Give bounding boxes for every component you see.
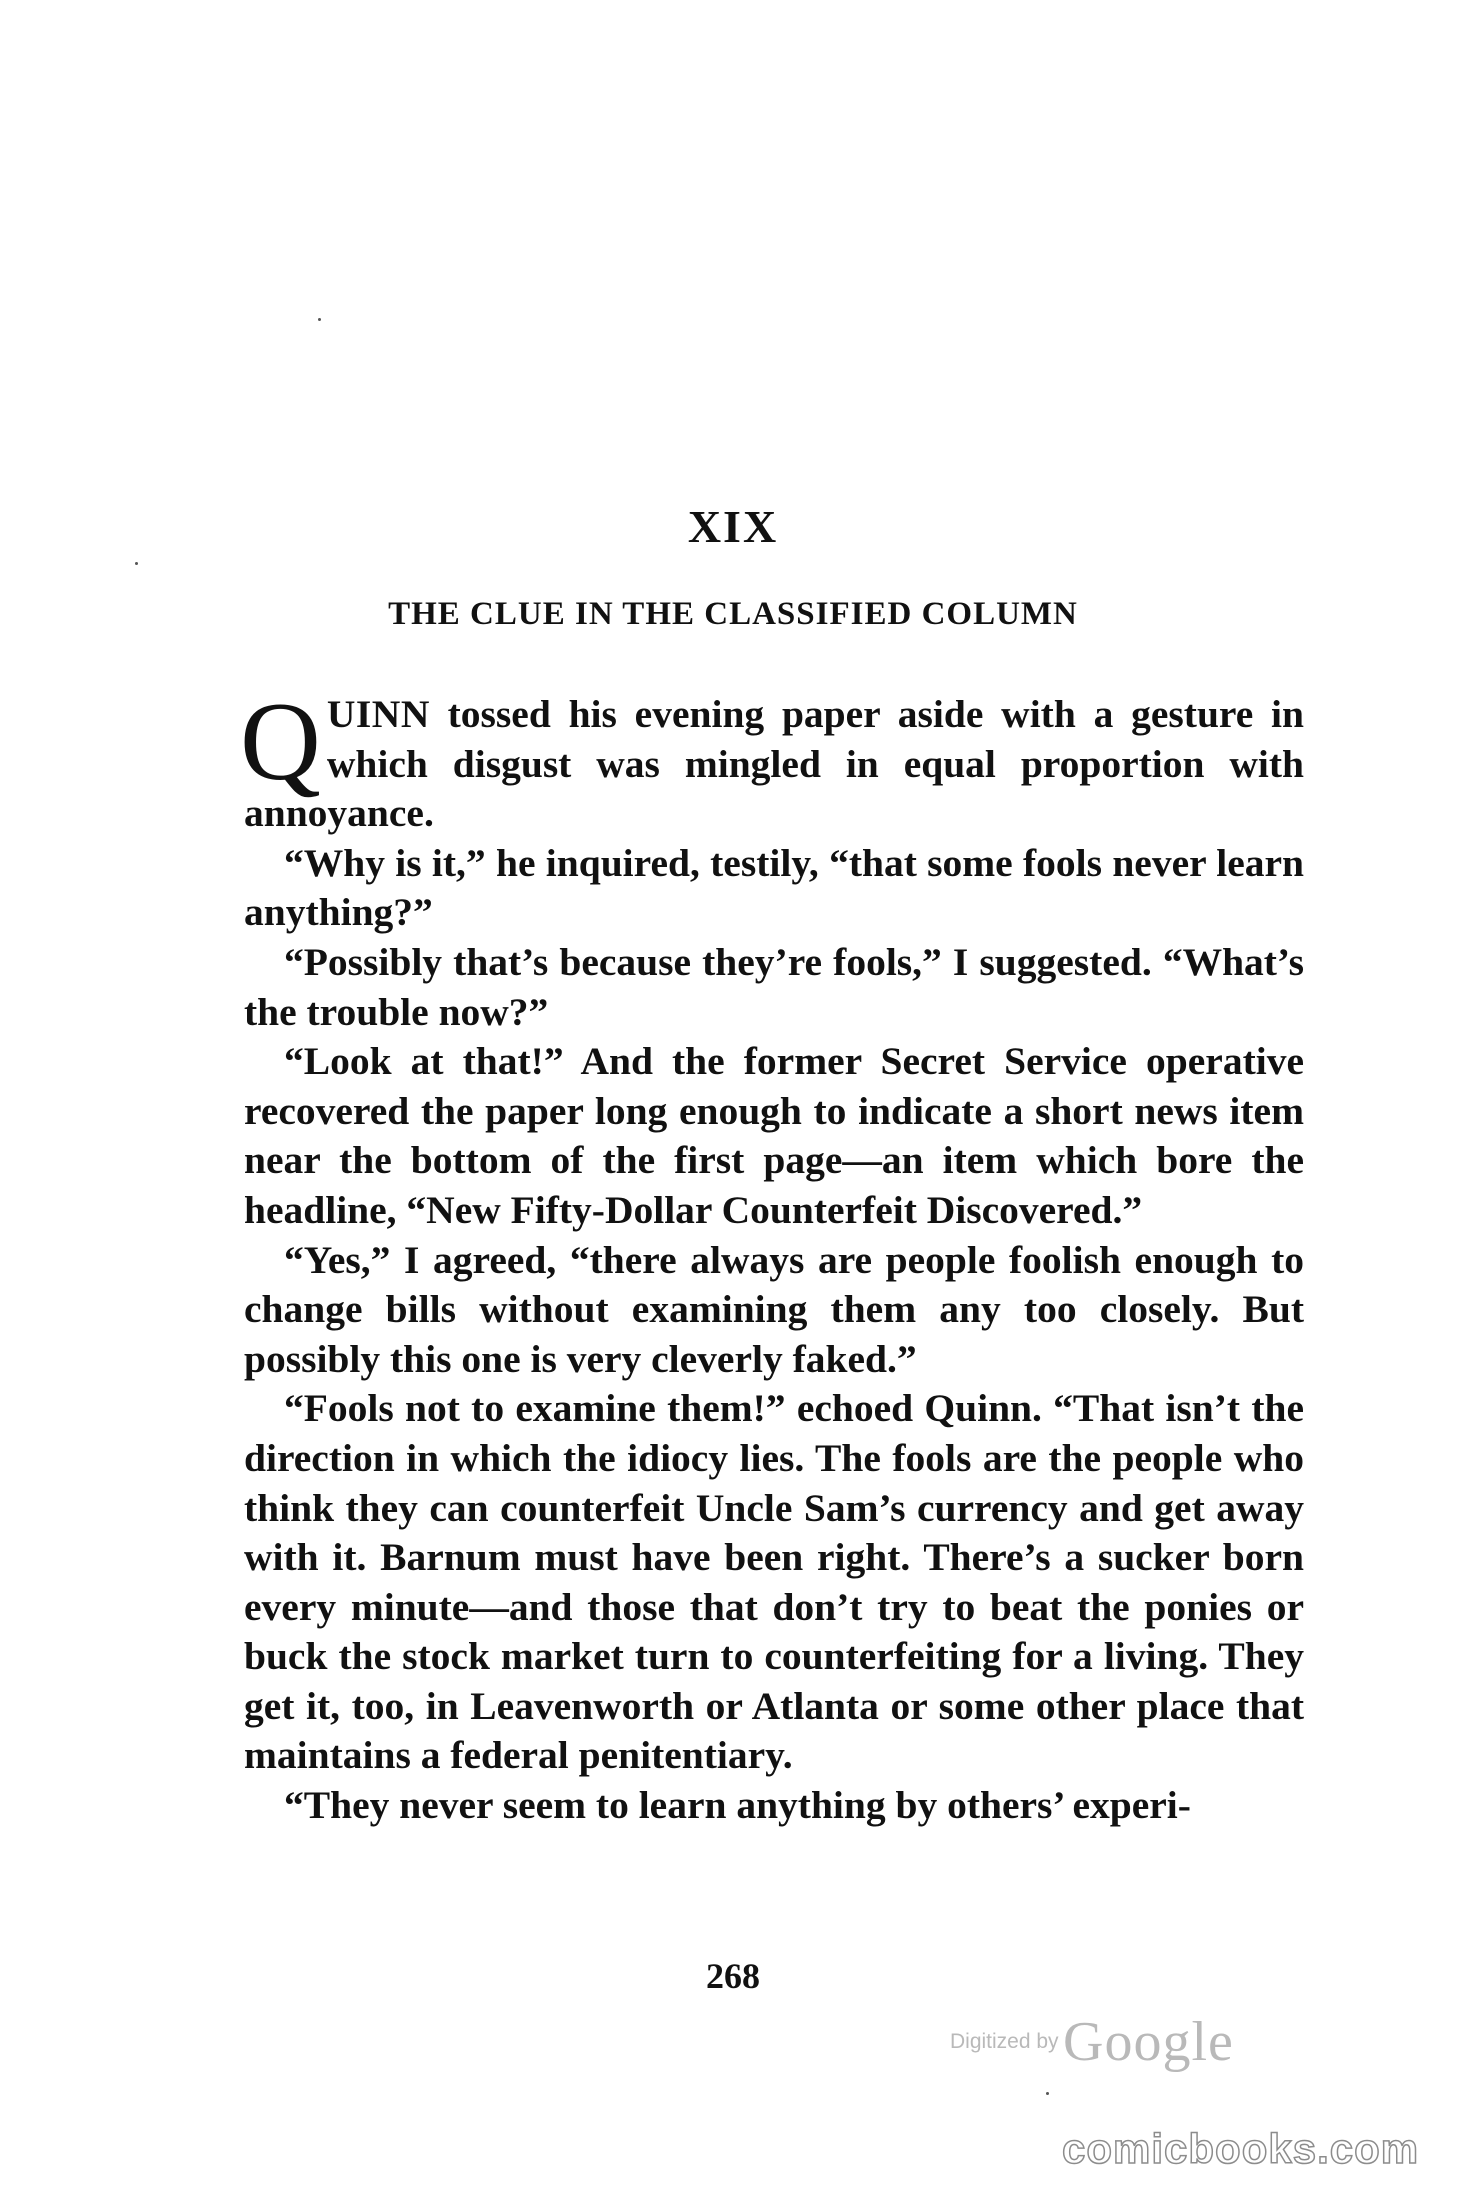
paragraph: “They never seem to learn anything by others’ experi- <box>284 1783 1191 1828</box>
paragraph: “Yes,” I agreed, “there always are people foolish enough to change bills without examining them any too closely. But possibly this one is very cleverly faked.” <box>244 1237 1304 1381</box>
print-speck <box>135 562 138 565</box>
paragraph: “Possibly that’s because they’re fools,” I suggested. “What’s the trouble now?” <box>244 939 1304 1034</box>
first-word: UINN <box>326 692 430 736</box>
site-watermark: comicbooks.com <box>1062 2125 1420 2172</box>
google-logo-text: Google <box>1063 2011 1234 2073</box>
page-number: 268 <box>706 1956 760 1996</box>
digitized-by-google-mark <box>950 2010 1234 2074</box>
paragraph: “Why is it,” he inquired, testily, “that some fools never learn anything?” <box>244 840 1304 935</box>
digitized-prefix: Digitized by <box>950 2030 1059 2053</box>
print-speck <box>318 318 321 321</box>
paragraph: “Fools not to examine them!” echoed Quinn. “That isn’t the direction in which the idiocy lies. The fools are the people who think they can counterfeit Uncle Sam’s currency and get away with it. Barnum must have been right. There’s a sucker born every minute—and those that don’t try to beat the ponies or buck the stock market turn to counterfeiting for a living. They get it, too, in Leavenworth or Atlanta or some other place that maintains a federal penitentiary. <box>244 1386 1304 1778</box>
paragraph <box>240 680 1304 839</box>
chapter-number: XIX <box>687 501 779 552</box>
paragraph: “Look at that!” And the former Secret Service operative recovered the paper long enough to indicate a short news item near the bottom of the first page—an item which bore the headline, “New Fifty-Dollar Counterfeit Discovered.” <box>244 1039 1304 1232</box>
drop-cap: Q <box>240 680 321 804</box>
chapter-body <box>240 680 1304 1831</box>
chapter-title: THE CLUE IN THE CLASSIFIED COLUMN <box>388 596 1078 632</box>
print-speck <box>1046 2092 1049 2095</box>
paragraph-text: tossed his evening paper aside with a gesture in which disgust was mingled in equal proportion with annoyance. <box>244 692 1304 836</box>
